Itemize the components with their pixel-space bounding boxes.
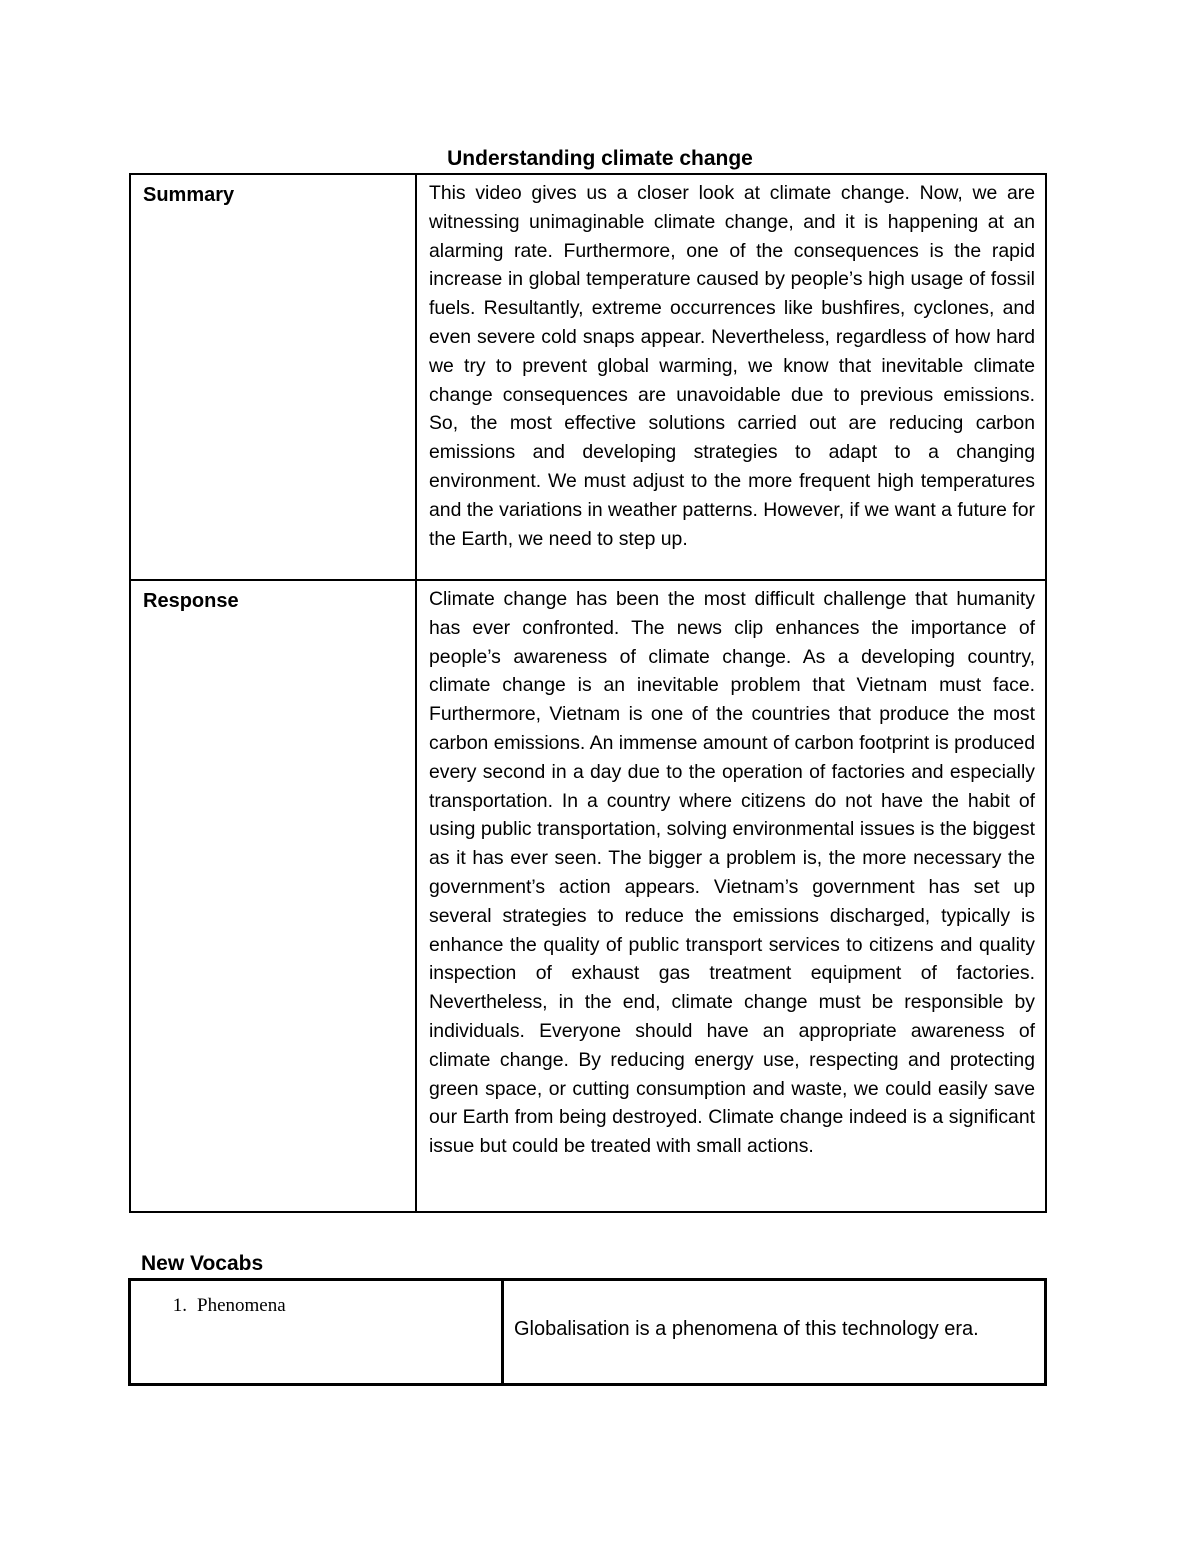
vocab-term-number: 1. [172,1295,187,1316]
response-label: Response [130,580,416,1212]
page-title: Understanding climate change [447,147,753,170]
summary-response-table [129,173,1047,1213]
summary-label: Summary [130,174,416,580]
vocab-row [130,1280,1046,1385]
vocab-term-cell [130,1280,503,1385]
vocab-heading: New Vocabs [141,1252,264,1275]
summary-text: This video gives us a closer look at climate change. Now, we are witnessing unimaginable climate change, and it is happening at an alarming rate. Furthermore, one of the consequences is the rapid increase in global temperature caused by people’s high usage of fossil fuels. Resultantly, extreme occurrences like bushfires, cyclones, and even severe cold snaps appear. Nevertheless, regardless of how hard we try to prevent global warming, we know that inevitable climate change consequences are unavoidable due to previous emissions. So, the most effective solutions carried out are reducing carbon emissions and developing strategies to adapt to a changing environment. We must adjust to the more frequent high temperatures and the variations in weather patterns. However, if we want a future for the Earth, we need to step up. [416,174,1046,580]
table-row-response [130,580,1046,1212]
response-text: Climate change has been the most difficult challenge that humanity has ever confronted. The news clip enhances the importance of people’s awareness of climate change. As a developing country, climate change is an inevitable problem that Vietnam must face. Furthermore, Vietnam is one of the countries that produce the most carbon emissions. An immense amount of carbon footprint is produced every second in a day due to the operation of factories and especially transportation. In a country where citizens do not have the habit of using public transportation, solving environmental issues is the biggest as it has ever seen. The bigger a problem is, the more necessary the government’s action appears. Vietnam’s government has set up several strategies to reduce the emissions discharged, typically is enhance the quality of public transport services to citizens and quality inspection of exhaust gas treatment equipment of factories. Nevertheless, in the end, climate change must be responsible by individuals. Everyone should have an appropriate awareness of climate change. By reducing energy use, respecting and protecting green space, or cutting consumption and waste, we could easily save our Earth from being destroyed. Climate change indeed is a significant issue but could be treated with small actions. [416,580,1046,1212]
vocab-table [128,1278,1047,1386]
table-row-summary [130,174,1046,580]
vocab-term: Phenomena [197,1295,286,1316]
vocab-example: Globalisation is a phenomena of this technology era. [503,1280,1046,1385]
